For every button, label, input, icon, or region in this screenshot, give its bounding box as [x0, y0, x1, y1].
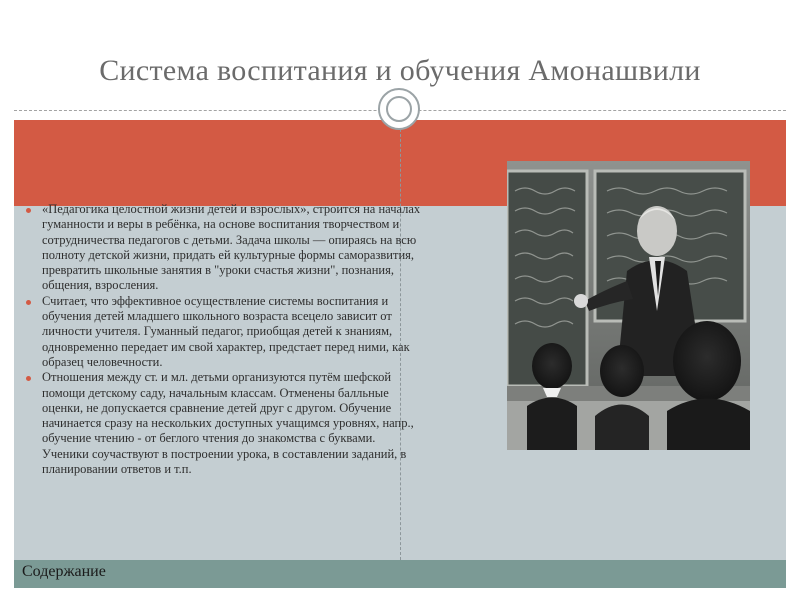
list-item-text: Считает, что эффективное осуществление системы воспитания и обучения детей младшего школьного возраста всецело зависит от личности учителя. Гуманный педагог, приобщая детей к знаниям, одновременно передает им свой характер, предстает перед ними, как образец человечности.	[42, 293, 410, 369]
bullet-list	[42, 202, 422, 477]
contents-link[interactable]: Содержание	[22, 563, 106, 580]
list-item	[42, 294, 422, 370]
slide-footer	[14, 560, 786, 588]
circle-ornament-icon	[378, 88, 420, 130]
bullet-dot-icon	[26, 300, 31, 305]
list-item	[42, 202, 422, 294]
teacher-classroom-photo	[507, 161, 750, 450]
list-item	[42, 370, 422, 477]
photo-illustration	[507, 161, 750, 450]
bullet-dot-icon	[26, 208, 31, 213]
slide	[14, 14, 786, 588]
slide-title: Система воспитания и обучения Амонашвили	[99, 54, 701, 87]
bullet-dot-icon	[26, 376, 31, 381]
circle-ornament-inner	[386, 96, 412, 122]
list-item-text: Отношения между ст. и мл. детьми организуются путём шефской помощи детскому саду, начальным классам. Отменены балльные оценки, не допускается сравнение детей друг с другом. Обучение начинается сразу на нескольких доступных учащимся уровнях, напр., обучение чтению - от беглого чтения до знакомства с буквами. Ученики соучаствуют в построении урока, в составлении заданий, в планировании ответов и т.п.	[42, 370, 414, 477]
list-item-text: «Педагогика целостной жизни детей и взрослых», строится на началах гуманности и веры в ребёнка, на основе воспитания творчеством и сотрудничества педагогов с детьми. Задача школы — опираясь на всю полноту детской жизни, придать ей культурные формы саморазвития, превратить школьные занятия в "уроки счастья жизни", познания, общения, взросления.	[42, 202, 421, 293]
